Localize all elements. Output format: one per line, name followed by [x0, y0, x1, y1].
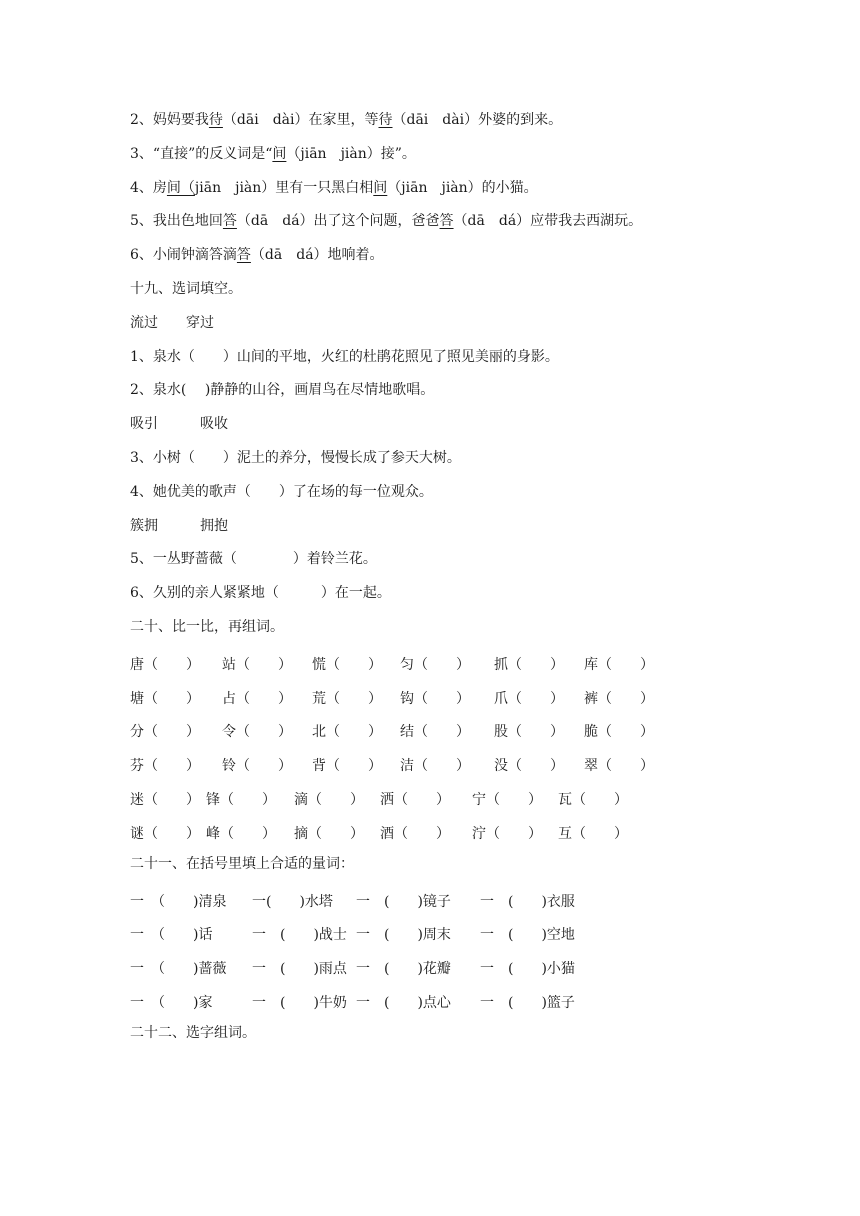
underlined-char: 答	[439, 213, 454, 230]
compare-word-cell: 结（ ）	[400, 724, 470, 741]
document-page	[130, 104, 770, 1050]
compare-word-cell: 占（ ）	[222, 690, 292, 707]
question-text: （dāi dài）在家里，等	[222, 112, 379, 128]
compare-word-cell: 翠（ ）	[584, 758, 654, 775]
compare-word-cell: 慌（ ）	[312, 656, 382, 673]
pinyin-question-list	[130, 104, 770, 273]
section-20-title: 二十、比一比，再组词。	[130, 618, 284, 635]
measure-word-cell: 一 ( )点心	[356, 994, 451, 1011]
underlined-char: 待	[208, 112, 223, 128]
compare-word-cell: 令（ ）	[222, 724, 292, 741]
compare-word-cell: 锋（ ）	[206, 791, 276, 808]
question-19-6: 6、久别的亲人紧紧地（ ）在一起。	[130, 585, 391, 602]
compare-word-cell: 分（ ）	[130, 724, 200, 741]
question-text: （jiān jiàn）接”。	[286, 145, 416, 162]
measure-word-cell: 一 ( )雨点	[252, 961, 347, 978]
measure-word-cell: 一 ( )周末	[356, 927, 451, 944]
question-19-3: 3、小树（ ）泥土的养分，慢慢长成了参天大树。	[130, 449, 461, 466]
question-19-4: 4、她优美的歌声（ ）了在场的每一位观众。	[130, 483, 433, 500]
measure-word-cell: 一 ( )小猫	[480, 961, 575, 978]
measure-word-cell: 一 ( )花瓣	[356, 961, 451, 978]
compare-word-cell: 钩（ ）	[400, 690, 470, 707]
compare-word-cell: 酒（ ）	[380, 825, 450, 842]
compare-word-cell: 泞（ ）	[472, 825, 542, 842]
section-21-title: 二十一、在括号里填上合适的量词：	[130, 855, 354, 872]
compare-word-cell: 库（ ）	[584, 656, 654, 673]
question-text: 3、“直接”的反义词是“	[130, 145, 273, 162]
compare-word-cell: 峰（ ）	[206, 825, 276, 842]
section-19-title: 十九、选词填空。	[130, 280, 242, 297]
pinyin-question	[130, 172, 770, 206]
underlined-char: 待	[378, 112, 393, 128]
question-19-5: 5、一丛野蔷薇（ ）着铃兰花。	[130, 551, 377, 568]
compare-word-cell: 宁（ ）	[472, 791, 542, 808]
question-19-1: 1、泉水（ ）山间的平地，火红的杜鹃花照见了照见美丽的身影。	[130, 348, 559, 365]
compare-word-cell: 铃（ ）	[222, 758, 292, 775]
word-choices-2: 吸引 吸收	[130, 416, 228, 433]
question-text: 6、小闹钟滴答滴	[130, 247, 237, 264]
compare-word-cell: 滴（ ）	[294, 791, 364, 808]
pinyin-question	[130, 138, 770, 172]
underlined-char: 答	[236, 247, 251, 264]
question-text: jiān jiàn）里有一只黑白相	[194, 179, 374, 196]
word-choices-3: 簇拥 拥抱	[130, 517, 228, 534]
underlined-char: 答	[222, 213, 237, 230]
measure-word-cell: 一 ( )镜子	[356, 893, 451, 910]
compare-word-cell: 裤（ ）	[584, 690, 654, 707]
word-choices-1: 流过 穿过	[130, 314, 214, 331]
underlined-char: 间（	[166, 179, 195, 196]
underlined-char: 间	[272, 145, 287, 162]
measure-word-cell: 一 ( )篮子	[480, 994, 575, 1011]
question-text: 4、房	[130, 179, 167, 196]
measure-word-cell: 一 ( )牛奶	[252, 994, 347, 1011]
pinyin-question	[130, 205, 770, 239]
question-text: （dāi dài）外婆的到来。	[392, 112, 563, 128]
pinyin-question	[130, 104, 770, 138]
measure-word-cell: 一 （ )家	[130, 994, 213, 1011]
compare-word-cell: 站（ ）	[222, 656, 292, 673]
compare-word-cell: 荒（ ）	[312, 690, 382, 707]
compare-word-cell: 芬（ ）	[130, 758, 200, 775]
question-text: 5、我出色地回	[130, 213, 223, 230]
compare-word-cell: 洁（ ）	[400, 758, 470, 775]
compare-word-cell: 瓦（ ）	[558, 791, 628, 808]
compare-word-cell: 抓（ ）	[494, 656, 564, 673]
compare-word-cell: 北（ ）	[312, 724, 382, 741]
pinyin-question	[130, 239, 770, 273]
question-text: （dā dá）出了这个问题，爸爸	[236, 213, 440, 230]
compare-words-grid	[130, 645, 770, 848]
compare-word-cell: 脆（ ）	[584, 724, 654, 741]
question-19-2: 2、泉水( )静静的山谷，画眉鸟在尽情地歌唱。	[130, 382, 435, 399]
compare-word-cell: 摘（ ）	[294, 825, 364, 842]
measure-word-cell: 一 ( )空地	[480, 927, 575, 944]
measure-word-cell: 一 （ )清泉	[130, 893, 227, 910]
compare-word-cell: 唐（ ）	[130, 656, 200, 673]
measure-word-cell: 一 （ )话	[130, 927, 213, 944]
compare-word-cell: 匀（ ）	[400, 656, 470, 673]
measure-word-cell: 一 （ )蔷薇	[130, 961, 227, 978]
question-text: （dā dá）地响着。	[250, 247, 384, 264]
question-text: （dā dá）应带我去西湖玩。	[453, 213, 643, 230]
underlined-char: 间	[373, 179, 388, 196]
compare-word-cell: 互（ ）	[558, 825, 628, 842]
compare-word-cell: 爪（ ）	[494, 690, 564, 707]
compare-word-cell: 股（ ）	[494, 724, 564, 741]
compare-word-cell: 背（ ）	[312, 758, 382, 775]
measure-word-cell: 一 ( )衣服	[480, 893, 575, 910]
compare-word-cell: 塘（ ）	[130, 690, 200, 707]
compare-word-cell: 谜（ ）	[130, 825, 200, 842]
compare-word-cell: 迷（ ）	[130, 791, 200, 808]
measure-word-cell: 一( )水塔	[252, 893, 333, 910]
measure-word-cell: 一 ( )战士	[252, 927, 347, 944]
compare-word-cell: 洒（ ）	[380, 791, 450, 808]
question-text: 2、妈妈要我	[130, 112, 209, 128]
measure-words-grid	[130, 882, 770, 1017]
compare-word-cell: 没（ ）	[494, 758, 564, 775]
question-text: （jiān jiàn）的小猫。	[387, 179, 538, 196]
section-22-title: 二十二、选字组词。	[130, 1024, 256, 1041]
